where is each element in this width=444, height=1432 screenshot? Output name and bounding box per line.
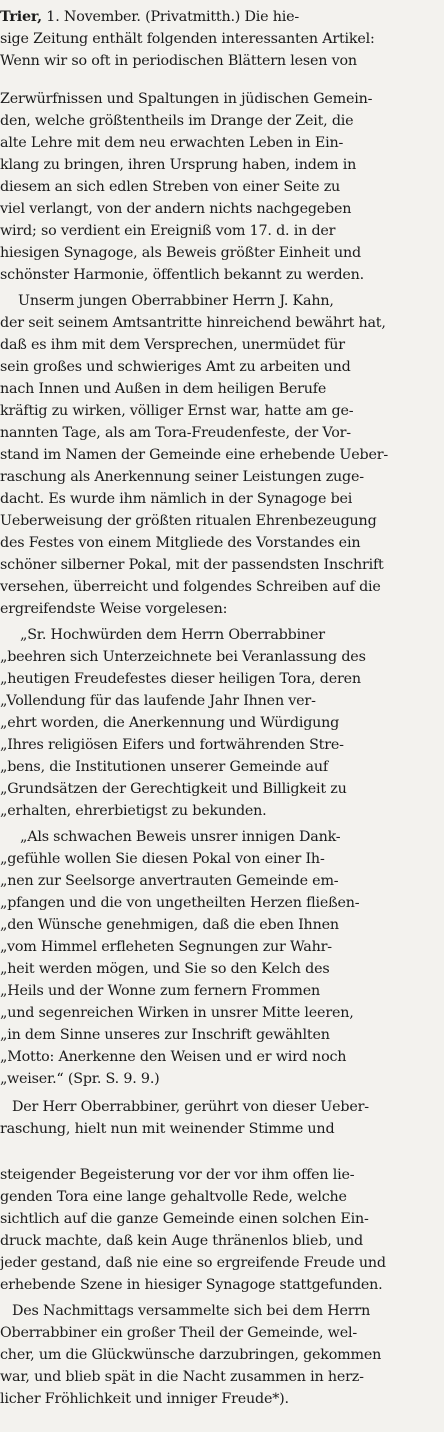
text-line: „gefühle wollen Sie diesen Pokal von einer Ih- [0, 851, 325, 867]
text-line: Ueberweisung der größten ritualen Ehrenbezeugung [0, 513, 377, 529]
text-line: alte Lehre mit dem neu erwachten Leben in Ein- [0, 135, 344, 151]
text-line: genden Tora eine lange gehaltvolle Rede, welche [0, 1189, 347, 1205]
text-line: den, welche größtentheils im Drange der Zeit, die [0, 113, 354, 129]
text-line: „ehrt worden, die Anerkennung und Würdigung [0, 715, 340, 731]
text-line: „nen zur Seelsorge anvertrauten Gemeinde em- [0, 873, 339, 889]
text-line: „Vollendung für das laufende Jahr Ihnen ver- [0, 693, 316, 709]
text-line: steigender Begeisterung vor der vor ihm offen lie- [0, 1167, 355, 1183]
text-line: diesem an sich edlen Streben von einer Seite zu [0, 179, 341, 195]
text-line: versehen, überreicht und folgendes Schreiben auf die [0, 579, 381, 595]
text-line: hiesigen Synagoge, als Beweis größter Einheit und [0, 245, 361, 261]
text-line: „vom Himmel erfleheten Segnungen zur Wahr- [0, 939, 332, 955]
text-line: sichtlich auf die ganze Gemeinde einen solchen Ein- [0, 1211, 369, 1227]
text-line: licher Fröhlichkeit und inniger Freude*). [0, 1391, 289, 1407]
text-line: schönster Harmonie, öffentlich bekannt zu werden. [0, 267, 365, 283]
text-line: „Grundsätzen der Gerechtigkeit und Billigkeit zu [0, 781, 347, 797]
text-line: viel verlangt, von der andern nichts nachgegeben [0, 201, 352, 217]
text-line: ergreifendste Weise vorgelesen: [0, 601, 228, 617]
source-note: (Privatmitth.) [145, 9, 241, 25]
text-line: nannten Tage, als am Tora-Freudenfeste, der Vor- [0, 425, 351, 441]
text-line: klang zu bringen, ihren Ursprung haben, indem in [0, 157, 357, 173]
text-line: jeder gestand, daß nie eine so ergreifende Freude und [0, 1255, 386, 1271]
text-line: erhebende Szene in hiesiger Synagoge stattgefunden. [0, 1277, 383, 1293]
text-line: raschung als Anerkennung seiner Leistungen zuge- [0, 469, 364, 485]
text-line: schöner silberner Pokal, mit der passendsten Inschrift [0, 557, 384, 573]
text-line: Des Nachmittags versammelte sich bei dem Herrn [12, 1303, 371, 1319]
text-line: druck machte, daß kein Auge thränenlos blieb, und [0, 1233, 363, 1249]
text-line: „Als schwachen Beweis unsrer innigen Dank- [20, 829, 341, 845]
text-line: „Ihres religiösen Eifers und fortwährenden Stre- [0, 737, 344, 753]
date: 1. November. [46, 9, 141, 25]
text-line: „Heils und der Wonne zum fernern Frommen [0, 983, 321, 999]
text-line: „bens, die Institutionen unserer Gemeinde auf [0, 759, 328, 775]
text-line: nach Innen und Außen in dem heiligen Berufe [0, 381, 327, 397]
text-line: „den Wünsche genehmigen, daß die eben Ihnen [0, 917, 339, 933]
text-line: sige Zeitung enthält folgenden interessanten Artikel: [0, 31, 375, 47]
text-line: „heutigen Freudefestes dieser heiligen Tora, deren [0, 671, 361, 687]
text-line: „in dem Sinne unseres zur Inschrift gewählten [0, 1027, 330, 1043]
text-line: kräftig zu wirken, völliger Ernst war, hatte am ge- [0, 403, 354, 419]
text-line: „heit werden mögen, und Sie so den Kelch des [0, 961, 330, 977]
text-line: stand im Namen der Gemeinde eine erhebende Ueber- [0, 447, 388, 463]
text-line: Wenn wir so oft in periodischen Blättern lesen von [0, 53, 357, 69]
text-line: „und segenreichen Wirken in unsrer Mitte leeren, [0, 1005, 354, 1021]
text-line: Oberrabbiner ein großer Theil der Gemeinde, wel- [0, 1325, 357, 1341]
text-line: Der Herr Oberrabbiner, gerührt von dieser Ueber- [12, 1099, 369, 1115]
text-line: raschung, hielt nun mit weinender Stimme und [0, 1121, 335, 1137]
text-line: Zerwürfnissen und Spaltungen in jüdischen Gemein- [0, 91, 373, 107]
text-line: „Sr. Hochwürden dem Herrn Oberrabbiner [20, 627, 325, 643]
text-line: „weiser.“ (Spr. S. 9. 9.) [0, 1071, 160, 1087]
dateline: Trier, [0, 9, 42, 25]
text-line: war, und blieb spät in die Nacht zusammen in herz- [0, 1369, 364, 1385]
text-line: „Motto: Anerkenne den Weisen und er wird noch [0, 1049, 347, 1065]
text-line: „beehren sich Unterzeichnete bei Veranlassung des [0, 649, 366, 665]
text-line: sein großes und schwieriges Amt zu arbeiten und [0, 359, 351, 375]
text-line: dacht. Es wurde ihm nämlich in der Synagoge bei [0, 491, 353, 507]
text-line: „erhalten, ehrerbietigst zu bekunden. [0, 803, 267, 819]
article-header-line [0, 6, 444, 28]
text-line: „pfangen und die von ungetheilten Herzen fließen- [0, 895, 360, 911]
text-line: cher, um die Glückwünsche darzubringen, gekommen [0, 1347, 382, 1363]
text-line: des Festes von einem Mitgliede des Vorstandes ein [0, 535, 361, 551]
header-continuation: Die hie- [244, 9, 300, 25]
text-line: der seit seinem Amtsantritte hinreichend bewährt hat, [0, 315, 386, 331]
text-line: wird; so verdient ein Ereigniß vom 17. d. in der [0, 223, 336, 239]
text-line: Unserm jungen Oberrabbiner Herrn J. Kahn, [18, 293, 334, 309]
text-line: daß es ihm mit dem Versprechen, unermüdet für [0, 337, 345, 353]
